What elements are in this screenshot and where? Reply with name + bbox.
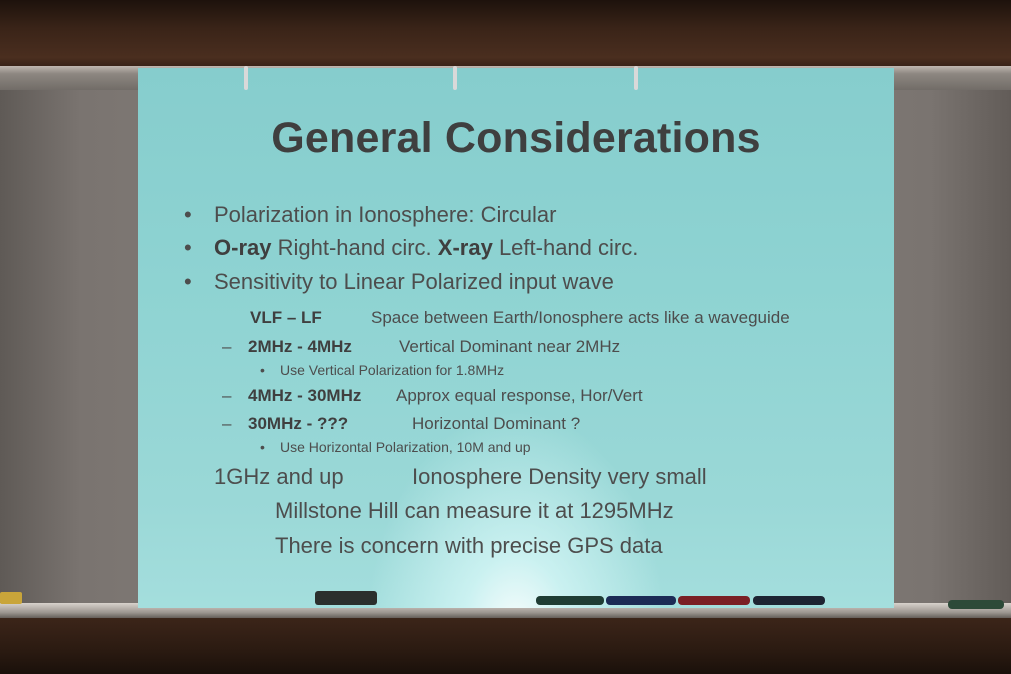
band-desc: Horizontal Dominant ? [412, 414, 581, 433]
band-row [222, 414, 580, 434]
ghz-detail: Millstone Hill can measure it at 1295MHz [275, 498, 674, 523]
ghz-row [214, 464, 707, 490]
marker-green [536, 596, 604, 605]
ghz-detail: There is concern with precise GPS data [275, 533, 663, 558]
bullet-bold: X-ray [437, 235, 493, 260]
bullet-dot-icon: • [184, 269, 192, 294]
ghz-desc: Ionosphere Density very small [412, 464, 707, 489]
band-label: 30MHz - ??? [248, 414, 349, 433]
projected-slide [138, 68, 894, 608]
band-label: VLF – LF [250, 308, 322, 327]
bullet-dot-icon: • [184, 235, 192, 260]
band-row [222, 386, 643, 406]
screen-clip [634, 66, 638, 90]
ghz-label: 1GHz and up [214, 464, 344, 489]
bullet-dot-icon: • [184, 202, 192, 227]
sub-bullet-text: Use Horizontal Polarization, 10M and up [280, 439, 531, 455]
bullet-dot-icon: • [260, 439, 265, 455]
bullet-item [184, 235, 638, 261]
bullet-dot-icon: • [260, 362, 265, 378]
screen-clip [244, 66, 248, 90]
sub-bullet [260, 362, 504, 378]
wood-frame-top [0, 0, 1011, 72]
bullet-item [184, 202, 556, 228]
bullet-bold: O-ray [214, 235, 272, 260]
band-label: 2MHz - 4MHz [248, 337, 352, 356]
sub-bullet [260, 439, 531, 455]
marker-green-right [948, 600, 1004, 609]
dash-icon: – [222, 414, 232, 433]
marker-red [678, 596, 750, 605]
marker-blue [606, 596, 676, 605]
marker-black [753, 596, 825, 605]
bullet-text: Sensitivity to Linear Polarized input wave [214, 269, 614, 294]
wood-frame-bottom [0, 618, 1011, 674]
band-row [222, 337, 620, 357]
bullet-item [184, 269, 614, 295]
bullet-text: Left-hand circ. [492, 235, 639, 260]
bullet-text: Polarization in Ionosphere: Circular [214, 202, 557, 227]
screen-clip [453, 66, 457, 90]
bullet-text: Right-hand circ. [271, 235, 438, 260]
band-desc: Approx equal response, Hor/Vert [396, 386, 643, 405]
marker-yellow-left [0, 592, 22, 604]
eraser [315, 591, 377, 605]
slide-title: General Considerations [271, 114, 761, 162]
sub-bullet-text: Use Vertical Polarization for 1.8MHz [280, 362, 505, 378]
band-row [250, 308, 790, 328]
dash-icon: – [222, 337, 232, 356]
band-desc: Vertical Dominant near 2MHz [399, 337, 621, 356]
band-label: 4MHz - 30MHz [248, 386, 362, 405]
band-desc: Space between Earth/Ionosphere acts like a waveguide [371, 308, 790, 327]
dash-icon: – [222, 386, 232, 405]
